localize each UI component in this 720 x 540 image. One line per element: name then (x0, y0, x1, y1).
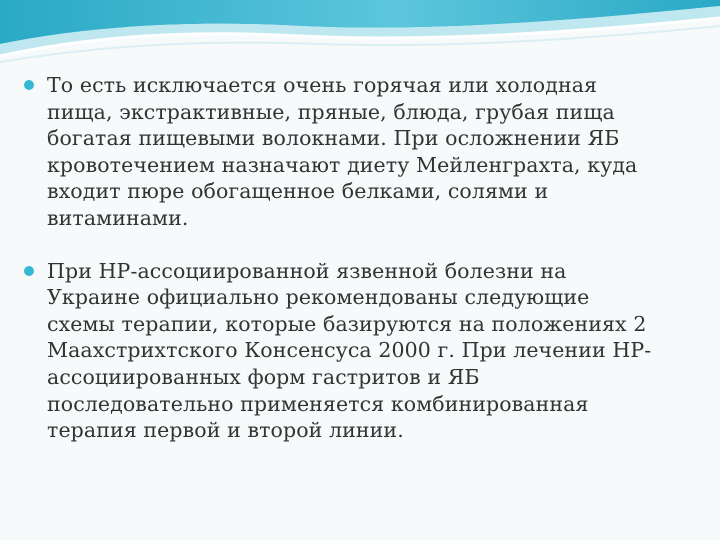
bullet-line: последовательно применяется комбинированная (47, 391, 589, 416)
bullet-item (22, 258, 702, 444)
bullet-text (47, 72, 702, 232)
bullet-line: пища, экстрактивные, пряные, блюда, грубая пища (47, 99, 615, 124)
header-wave-decoration (0, 0, 720, 80)
bullet-line: витаминами. (47, 205, 189, 230)
bullet-line: входит пюре обогащенное белками, солями и (47, 179, 549, 204)
bullet-line: То есть исключается очень горячая или холодная (47, 73, 598, 97)
bullet-item (22, 72, 702, 232)
bullet-dot-icon (24, 80, 34, 90)
bullet-line: терапия первой и второй линии. (47, 418, 404, 443)
bullet-line: схемы терапии, которые базируются на положениях 2 (47, 311, 647, 336)
bullet-text (47, 258, 702, 444)
bullet-line: Маахстрихтского Консенсуса 2000 г. При лечении НР- (47, 338, 652, 363)
bullet-line: кровотечением назначают диету Мейленграхта, куда (47, 152, 638, 177)
bullet-line: При НР-ассоциированной язвенной болезни на (47, 258, 567, 283)
bullet-line: ассоциированных форм гастритов и ЯБ (47, 364, 480, 389)
bullet-line: богатая пищевыми волокнами. При осложнении ЯБ (47, 126, 620, 151)
bullet-dot-icon (24, 266, 34, 276)
bullet-line: Украине официально рекомендованы следующие (47, 285, 590, 310)
slide-content (22, 72, 702, 444)
